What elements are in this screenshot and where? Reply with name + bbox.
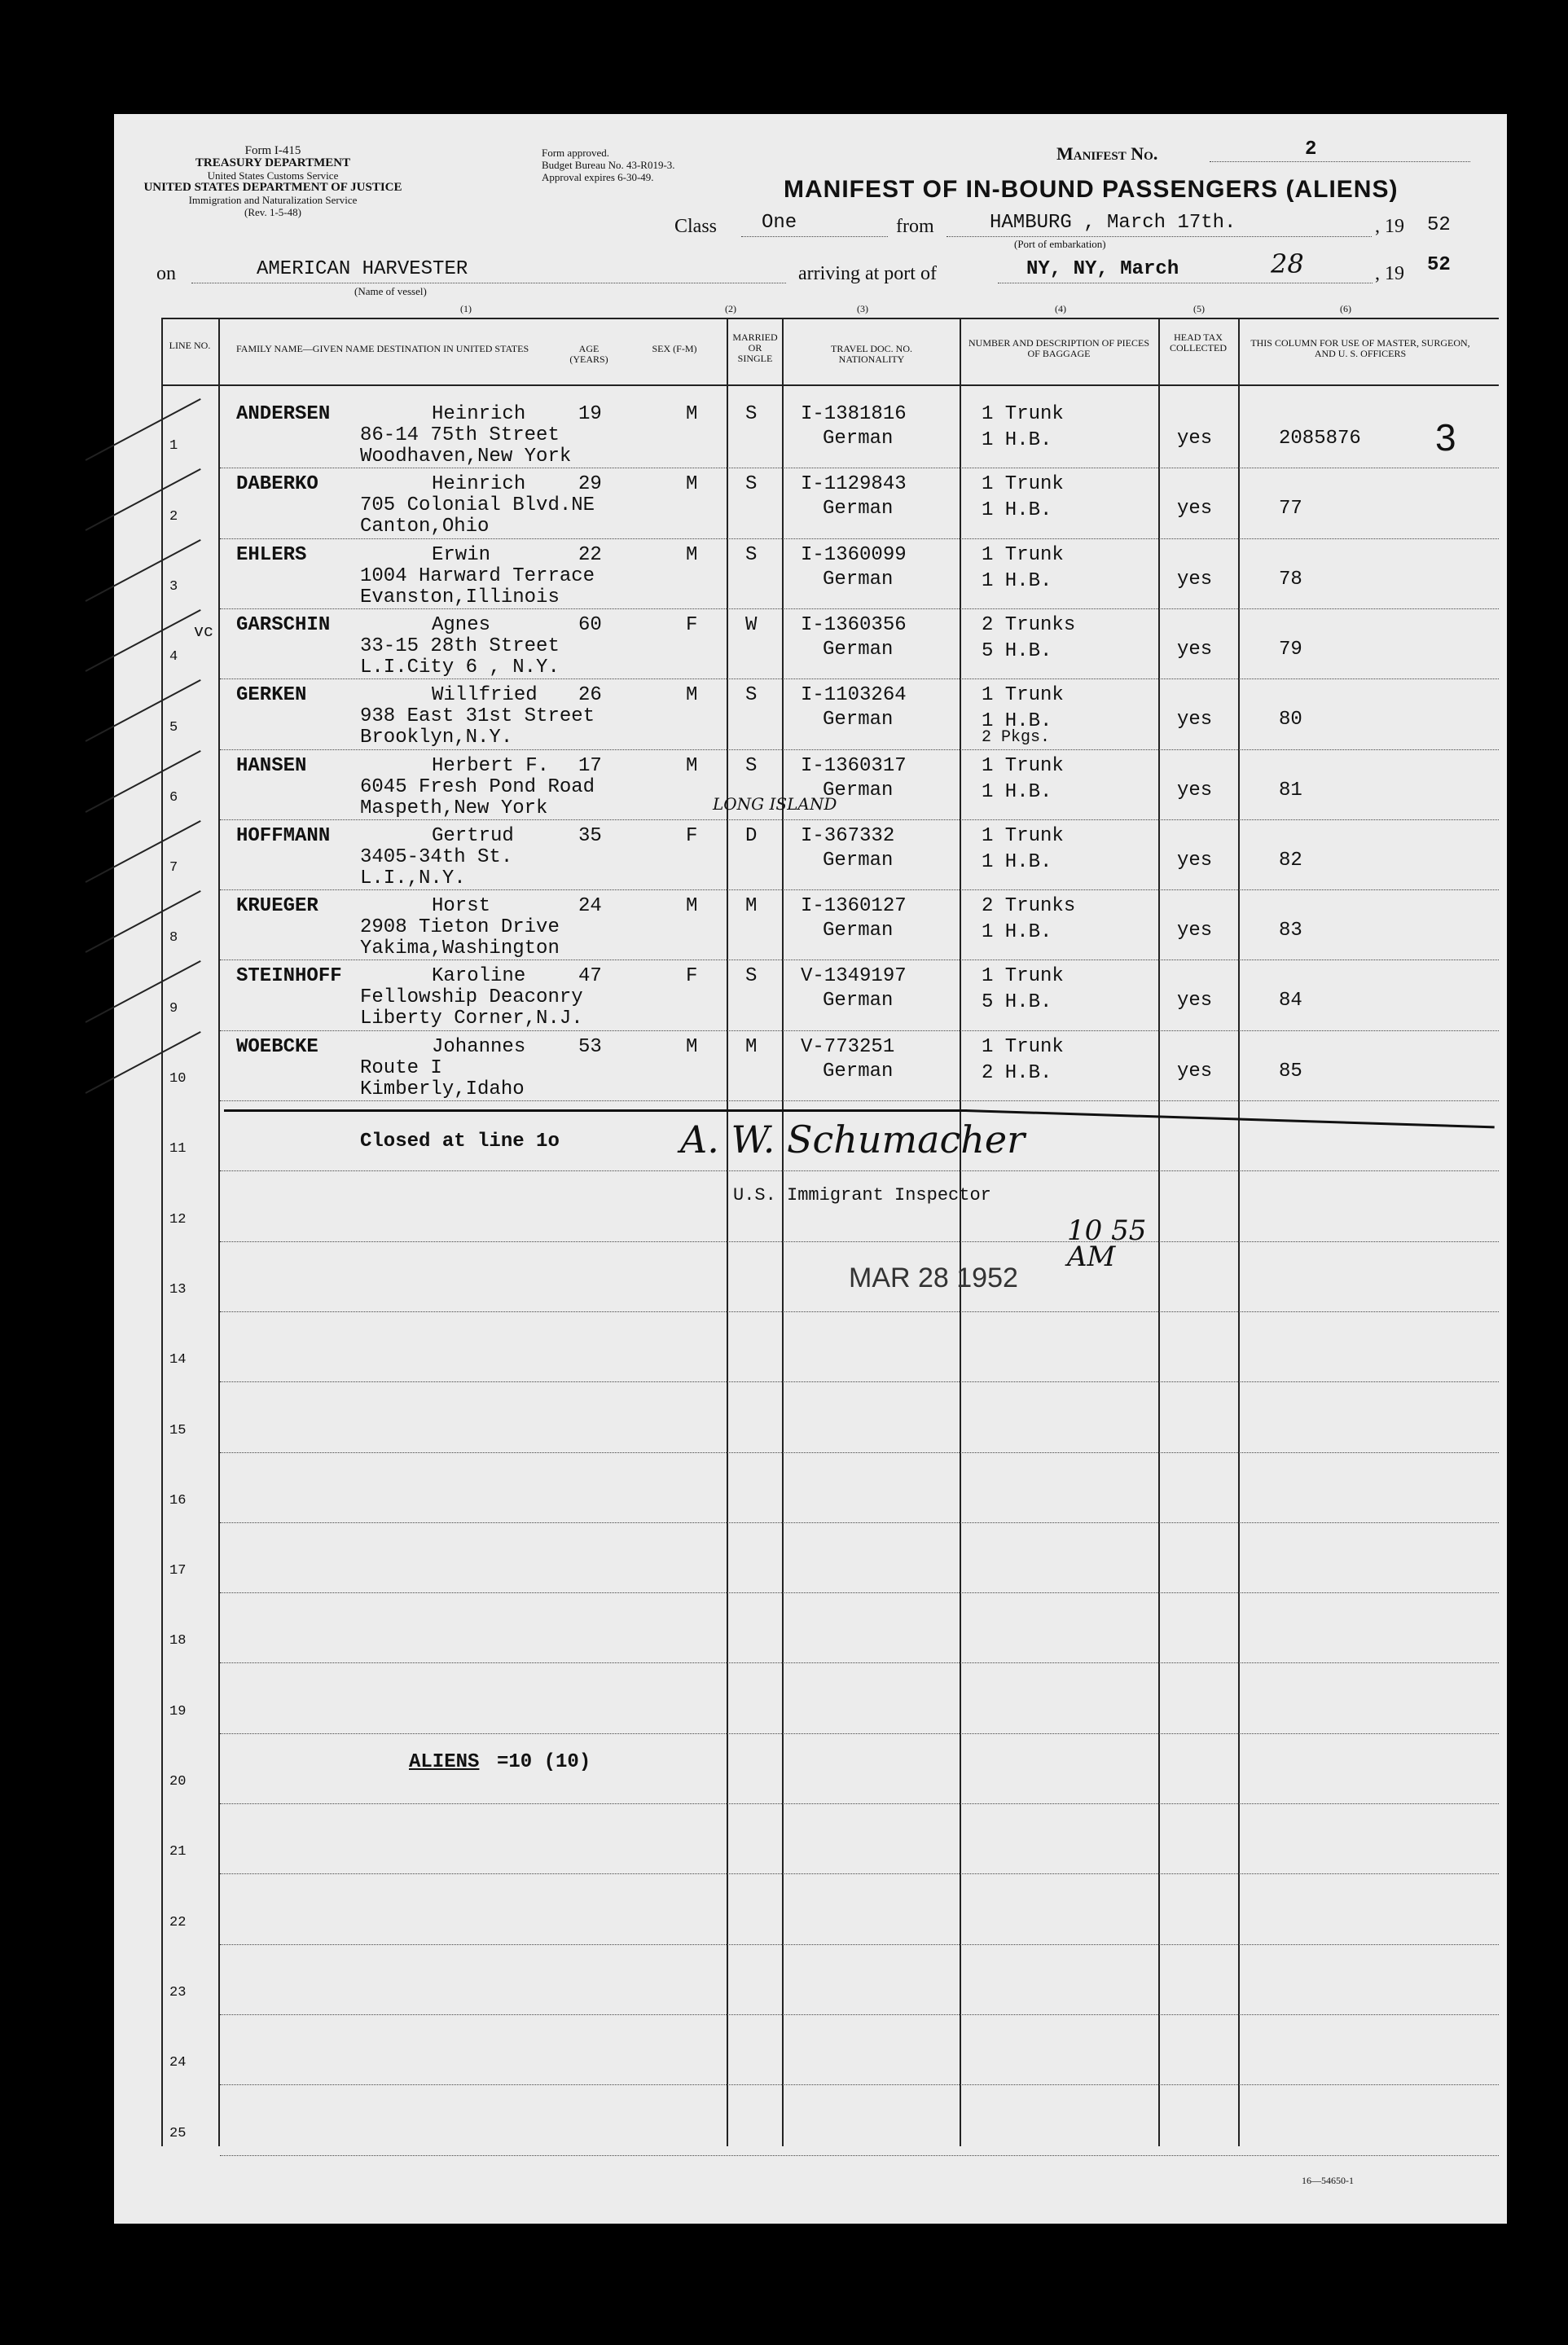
baggage-line-1: 1 Trunk bbox=[982, 965, 1064, 988]
revision: (Rev. 1-5-48) bbox=[244, 206, 301, 218]
marital-status: S bbox=[745, 965, 758, 988]
address-line-2: Canton,Ohio bbox=[360, 516, 490, 538]
head-tax: yes bbox=[1177, 638, 1213, 661]
family-name: HOFFMANN bbox=[236, 824, 331, 847]
given-name: Horst bbox=[432, 895, 491, 918]
inspector-signature: A. W. Schumacher bbox=[680, 1118, 1026, 1162]
baggage-line-2: 1 H.B. bbox=[982, 499, 1052, 522]
sex: F bbox=[686, 824, 698, 847]
family-name: DABERKO bbox=[236, 473, 318, 496]
line-number: 11 bbox=[169, 1141, 187, 1157]
given-name: Karoline bbox=[432, 965, 526, 988]
line-number: 5 bbox=[169, 719, 178, 736]
travel-doc: I-1360099 bbox=[801, 543, 907, 566]
col-number: (2) bbox=[725, 303, 736, 314]
row-divider bbox=[220, 2014, 1499, 2016]
col-header-officers: THIS COLUMN FOR USE OF MASTER, SURGEON, AND U. S. OFFICERS bbox=[1250, 337, 1470, 359]
manifest-title: MANIFEST OF IN-BOUND PASSENGERS (ALIENS) bbox=[784, 176, 1399, 203]
age: 17 bbox=[578, 754, 602, 777]
col-header-headtax: HEAD TAX COLLECTED bbox=[1170, 332, 1227, 354]
sex: M bbox=[686, 543, 698, 566]
passenger-row bbox=[114, 826, 1507, 896]
nationality: German bbox=[823, 568, 894, 591]
travel-doc: I-1360356 bbox=[801, 613, 907, 636]
age: 26 bbox=[578, 684, 602, 707]
officer-number: 83 bbox=[1279, 920, 1302, 942]
nationality: German bbox=[823, 920, 894, 942]
closed-at-line: Closed at line 1o bbox=[360, 1131, 560, 1153]
manifest-no-label: Manifest No. bbox=[1056, 143, 1158, 164]
marital-status: M bbox=[745, 895, 758, 918]
address-line-2: Kimberly,Idaho bbox=[360, 1078, 525, 1100]
manifest-number: 2 bbox=[1305, 138, 1317, 160]
address-line-2: L.I.,N.Y. bbox=[360, 867, 466, 889]
sex: M bbox=[686, 473, 698, 496]
col-header-married: MARRIED OR SINGLE bbox=[732, 332, 778, 364]
passenger-row bbox=[114, 1037, 1507, 1107]
line-number: 24 bbox=[169, 2055, 187, 2071]
form-number: Form I-415 bbox=[244, 144, 301, 157]
given-name: Willfried bbox=[432, 684, 538, 707]
line-number: 1 bbox=[169, 438, 178, 455]
baggage-line-2: 1 H.B. bbox=[982, 780, 1052, 803]
address-line-1: 33-15 28th Street bbox=[360, 635, 560, 657]
aliens-label: ALIENS bbox=[409, 1751, 480, 1773]
given-name: Johannes bbox=[432, 1035, 526, 1058]
arriving-day: 28 bbox=[1271, 248, 1304, 279]
family-name: STEINHOFF bbox=[236, 965, 342, 988]
aliens-count: =10 (10) bbox=[497, 1751, 591, 1773]
head-tax: yes bbox=[1177, 920, 1213, 942]
passenger-row bbox=[114, 545, 1507, 615]
travel-doc: I-1360127 bbox=[801, 895, 907, 918]
address-line-2: Brooklyn,N.Y. bbox=[360, 727, 513, 749]
passenger-row bbox=[114, 615, 1507, 685]
address-line-2: L.I.City 6 , N.Y. bbox=[360, 656, 560, 678]
punch-hole bbox=[55, 1943, 96, 1983]
baggage-line-2: 1 H.B. bbox=[982, 921, 1052, 944]
page-mark: 3 bbox=[1435, 416, 1456, 459]
line-number: 10 bbox=[169, 1071, 187, 1087]
family-name: GARSCHIN bbox=[236, 613, 331, 636]
row-divider bbox=[220, 1311, 1499, 1313]
col-header-travel: TRAVEL DOC. NO. NATIONALITY bbox=[830, 343, 912, 365]
family-name: WOEBCKE bbox=[236, 1035, 318, 1058]
sex: M bbox=[686, 684, 698, 707]
manifest-page bbox=[114, 114, 1507, 2224]
col-header-line: LINE NO. bbox=[169, 340, 211, 351]
line-number: 20 bbox=[169, 1774, 187, 1789]
baggage-line-2: 1 H.B. bbox=[982, 429, 1052, 451]
punch-hole bbox=[55, 1800, 96, 1841]
given-name: Herbert F. bbox=[432, 754, 550, 777]
address-line-1: 1004 Harward Terrace bbox=[360, 564, 595, 587]
officer-number: 77 bbox=[1279, 498, 1302, 520]
line-number: 23 bbox=[169, 1984, 187, 2000]
baggage-line-1: 1 Trunk bbox=[982, 824, 1064, 847]
age: 19 bbox=[578, 403, 602, 425]
marital-status: D bbox=[745, 824, 758, 847]
passenger-row bbox=[114, 474, 1507, 544]
col-number: (4) bbox=[1055, 303, 1066, 314]
officer-number: 85 bbox=[1279, 1060, 1302, 1082]
officer-number: 81 bbox=[1279, 779, 1302, 801]
sex: F bbox=[686, 965, 698, 988]
class-line bbox=[741, 236, 888, 237]
address-line-1: 3405-34th St. bbox=[360, 845, 513, 868]
head-tax: yes bbox=[1177, 428, 1213, 450]
nationality: German bbox=[823, 498, 894, 520]
nationality: German bbox=[823, 638, 894, 661]
head-tax: yes bbox=[1177, 498, 1213, 520]
punch-hole bbox=[55, 1871, 96, 1912]
head-tax: yes bbox=[1177, 779, 1213, 801]
family-name: ANDERSEN bbox=[236, 403, 331, 425]
table-header-bottom bbox=[161, 384, 1499, 386]
travel-doc: V-773251 bbox=[801, 1035, 895, 1058]
family-name: KRUEGER bbox=[236, 895, 318, 918]
line-number: 3 bbox=[169, 578, 178, 595]
address-line-1: 6045 Fresh Pond Road bbox=[360, 775, 595, 798]
line-number: 22 bbox=[169, 1914, 187, 1930]
officer-number: 2085876 bbox=[1279, 428, 1361, 450]
row-divider bbox=[220, 1592, 1499, 1594]
address-line-1: Fellowship Deaconry bbox=[360, 986, 583, 1009]
family-name: EHLERS bbox=[236, 543, 307, 566]
row-divider bbox=[220, 1803, 1499, 1805]
approval-line: Form approved. bbox=[542, 147, 610, 159]
line-number: 7 bbox=[169, 860, 178, 876]
date-stamp: MAR 28 1952 bbox=[849, 1263, 1018, 1293]
line-number: 6 bbox=[169, 789, 178, 806]
justice-dept: UNITED STATES DEPARTMENT OF JUSTICE bbox=[143, 181, 402, 194]
passenger-row bbox=[114, 966, 1507, 1036]
line-number: 21 bbox=[169, 1844, 187, 1860]
nationality: German bbox=[823, 1060, 894, 1082]
line-number: 15 bbox=[169, 1422, 187, 1438]
officer-number: 84 bbox=[1279, 990, 1302, 1012]
sex: M bbox=[686, 895, 698, 918]
punch-hole bbox=[55, 1729, 96, 1770]
baggage-line-2: 5 H.B. bbox=[982, 639, 1052, 662]
hansen-note: LONG ISLAND bbox=[713, 794, 837, 814]
age: 22 bbox=[578, 543, 602, 566]
line-number: 2 bbox=[169, 508, 178, 525]
nationality: German bbox=[823, 779, 894, 801]
address-line-1: 86-14 75th Street bbox=[360, 424, 560, 446]
officer-number: 82 bbox=[1279, 849, 1302, 872]
marital-status: W bbox=[745, 613, 758, 636]
line-number: 25 bbox=[169, 2125, 187, 2141]
family-name: HANSEN bbox=[236, 754, 307, 777]
row-divider bbox=[220, 1522, 1499, 1524]
sex: M bbox=[686, 754, 698, 777]
row-divider bbox=[220, 1241, 1499, 1243]
marital-status: S bbox=[745, 473, 758, 496]
year1-prefix: , 19 bbox=[1375, 216, 1404, 237]
baggage-line-1: 1 Trunk bbox=[982, 1035, 1064, 1058]
sex: M bbox=[686, 1035, 698, 1058]
row-divider bbox=[220, 2155, 1499, 2157]
age: 53 bbox=[578, 1035, 602, 1058]
head-tax: yes bbox=[1177, 709, 1213, 731]
inspector-title: U.S. Immigrant Inspector bbox=[733, 1185, 991, 1205]
family-name: GERKEN bbox=[236, 684, 307, 707]
on-label: on bbox=[156, 263, 176, 284]
officer-number: 80 bbox=[1279, 709, 1302, 731]
line-number: 13 bbox=[169, 1281, 187, 1298]
age: 35 bbox=[578, 824, 602, 847]
head-tax: yes bbox=[1177, 990, 1213, 1012]
vessel-label: (Name of vessel) bbox=[354, 285, 427, 297]
line-number: 12 bbox=[169, 1211, 187, 1227]
sex: M bbox=[686, 403, 698, 425]
vc-mark: vc bbox=[194, 623, 214, 642]
travel-doc: I-367332 bbox=[801, 824, 895, 847]
approval-block bbox=[542, 147, 675, 183]
address-line-2: Maspeth,New York bbox=[360, 797, 548, 819]
officer-number: 78 bbox=[1279, 568, 1302, 591]
given-name: Agnes bbox=[432, 613, 491, 636]
col-header-baggage: NUMBER AND DESCRIPTION OF PIECES OF BAGGAGE bbox=[968, 337, 1150, 359]
closing-rule-right bbox=[965, 1109, 1495, 1128]
travel-doc: I-1381816 bbox=[801, 403, 907, 425]
row-divider bbox=[220, 1873, 1499, 1875]
col-header-sex: SEX (F-M) bbox=[652, 343, 697, 354]
embark-label: (Port of embarkation) bbox=[1014, 238, 1106, 250]
age: 29 bbox=[578, 473, 602, 496]
baggage-line-1: 1 Trunk bbox=[982, 403, 1064, 425]
year1: 52 bbox=[1427, 214, 1451, 236]
table-top-border bbox=[161, 318, 1499, 319]
row-divider bbox=[220, 1170, 1499, 1172]
head-tax: yes bbox=[1177, 568, 1213, 591]
age: 47 bbox=[578, 965, 602, 988]
travel-doc: I-1360317 bbox=[801, 754, 907, 777]
baggage-line-2: 1 H.B. bbox=[982, 569, 1052, 592]
baggage-line-1: 2 Trunks bbox=[982, 895, 1076, 918]
given-name: Heinrich bbox=[432, 473, 526, 496]
head-tax: yes bbox=[1177, 1060, 1213, 1082]
baggage-line-1: 1 Trunk bbox=[982, 684, 1064, 707]
punch-hole bbox=[55, 1658, 96, 1698]
nationality: German bbox=[823, 428, 894, 450]
given-name: Gertrud bbox=[432, 824, 514, 847]
line-number: 17 bbox=[169, 1563, 187, 1579]
class-label: Class bbox=[674, 216, 718, 237]
col-header-age: AGE (YEARS) bbox=[569, 343, 608, 365]
age: 24 bbox=[578, 895, 602, 918]
form-code: 16—54650-1 bbox=[1302, 2175, 1354, 2186]
class-value: One bbox=[762, 212, 797, 234]
manifest-no-line bbox=[1210, 161, 1470, 162]
from-label: from bbox=[896, 216, 934, 237]
col-number: (1) bbox=[460, 303, 472, 314]
arrival-time: 10 55 AM bbox=[1067, 1214, 1147, 1273]
nationality: German bbox=[823, 849, 894, 872]
line-number: 14 bbox=[169, 1352, 187, 1368]
row-divider bbox=[220, 1944, 1499, 1946]
closing-rule bbox=[224, 1109, 967, 1112]
address-line-2: Evanston,Illinois bbox=[360, 586, 560, 608]
marital-status: S bbox=[745, 684, 758, 707]
vessel-name: AMERICAN HARVESTER bbox=[257, 258, 468, 280]
punch-hole bbox=[55, 805, 96, 845]
from-value: HAMBURG , March 17th. bbox=[990, 212, 1236, 234]
address-line-2: Woodhaven,New York bbox=[360, 446, 572, 468]
row-divider bbox=[220, 1452, 1499, 1454]
line-number: 8 bbox=[169, 930, 178, 946]
col-number: (6) bbox=[1340, 303, 1351, 314]
row-divider bbox=[220, 1733, 1499, 1735]
marital-status: S bbox=[745, 543, 758, 566]
baggage-line-1: 1 Trunk bbox=[982, 473, 1064, 496]
address-line-2: Liberty Corner,N.J. bbox=[360, 1008, 583, 1030]
row-divider bbox=[220, 2084, 1499, 2086]
marital-status: S bbox=[745, 403, 758, 425]
row-divider bbox=[220, 1662, 1499, 1664]
officer-number: 79 bbox=[1279, 638, 1302, 661]
line-number: 18 bbox=[169, 1633, 187, 1649]
baggage-line-2: 1 H.B. bbox=[982, 710, 1052, 733]
baggage-line-2: 5 H.B. bbox=[982, 991, 1052, 1014]
arriving-value: NY, NY, March bbox=[1026, 258, 1179, 280]
row-divider bbox=[220, 1381, 1499, 1383]
address-line-1: Route I bbox=[360, 1056, 442, 1079]
address-line-1: 2908 Tieton Drive bbox=[360, 916, 560, 939]
baggage-line-2: 2 H.B. bbox=[982, 1061, 1052, 1084]
nationality: German bbox=[823, 990, 894, 1012]
line-number: 19 bbox=[169, 1703, 187, 1719]
arriving-label: arriving at port of bbox=[798, 263, 937, 284]
baggage-line-1: 2 Trunks bbox=[982, 613, 1076, 636]
col-number: (5) bbox=[1193, 303, 1205, 314]
marital-status: S bbox=[745, 754, 758, 777]
year2-prefix: , 19 bbox=[1375, 263, 1404, 284]
passenger-row bbox=[114, 756, 1507, 826]
travel-doc: I-1103264 bbox=[801, 684, 907, 707]
treasury-dept: TREASURY DEPARTMENT bbox=[195, 156, 351, 169]
col-number: (3) bbox=[857, 303, 868, 314]
travel-doc: V-1349197 bbox=[801, 965, 907, 988]
from-line bbox=[947, 236, 1372, 237]
year2: 52 bbox=[1427, 254, 1451, 276]
form-block bbox=[138, 145, 407, 218]
given-name: Heinrich bbox=[432, 403, 526, 425]
given-name: Erwin bbox=[432, 543, 491, 566]
address-line-1: 705 Colonial Blvd.NE bbox=[360, 494, 595, 517]
ins-service: Immigration and Naturalization Service bbox=[188, 194, 358, 206]
punch-hole bbox=[55, 876, 96, 916]
line-number: 9 bbox=[169, 1000, 178, 1017]
travel-doc: I-1129843 bbox=[801, 473, 907, 496]
nationality: German bbox=[823, 709, 894, 731]
customs-service: United States Customs Service bbox=[207, 169, 339, 182]
baggage-line-1: 1 Trunk bbox=[982, 754, 1064, 777]
address-line-1: 938 East 31st Street bbox=[360, 705, 595, 728]
line-number: 4 bbox=[169, 649, 178, 665]
age: 60 bbox=[578, 613, 602, 636]
head-tax: yes bbox=[1177, 849, 1213, 872]
approval-line: Approval expires 6-30-49. bbox=[542, 171, 654, 183]
line-number: 16 bbox=[169, 1492, 187, 1508]
sex: F bbox=[686, 613, 698, 636]
baggage-line-1: 1 Trunk bbox=[982, 543, 1064, 566]
passenger-row bbox=[114, 896, 1507, 966]
marital-status: M bbox=[745, 1035, 758, 1058]
passenger-row bbox=[114, 404, 1507, 474]
baggage-line-3: 2 Pkgs. bbox=[982, 728, 1051, 748]
baggage-line-2: 1 H.B. bbox=[982, 850, 1052, 873]
approval-line: Budget Bureau No. 43-R019-3. bbox=[542, 159, 675, 171]
col-header-name: FAMILY NAME—GIVEN NAME DESTINATION IN UNITED STATES bbox=[236, 343, 529, 354]
address-line-2: Yakima,Washington bbox=[360, 938, 560, 960]
passenger-row bbox=[114, 685, 1507, 755]
